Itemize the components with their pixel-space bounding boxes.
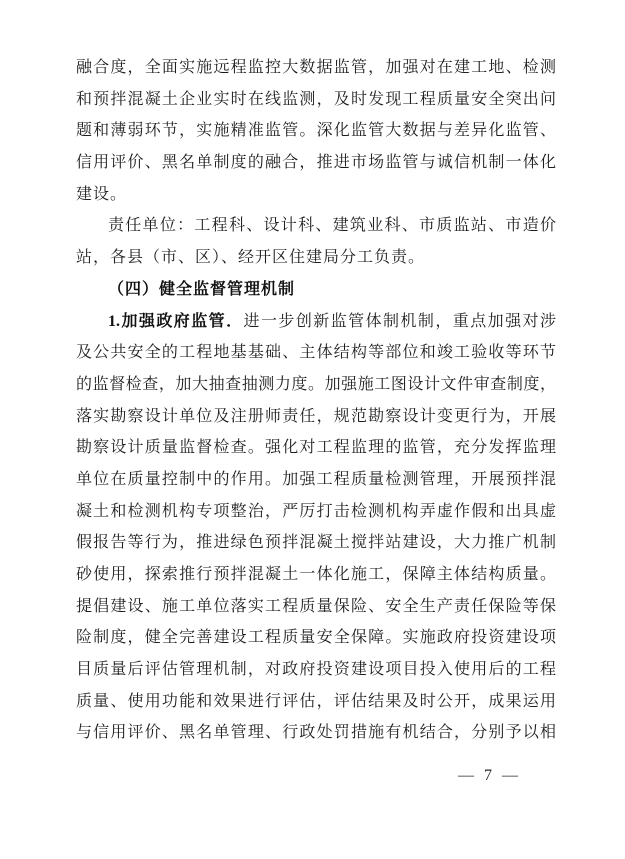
text-segment: 信用评价、黑名单制度的融合，推进市场监管与诚信机制一体化: [76, 154, 556, 172]
text-segment: 凝土和检测机构专项整治，严厉打击检测机构弄虚作假和出具虚: [76, 502, 556, 520]
text-segment: 题和薄弱环节，实施精准监管。深化监管大数据与差异化监管、: [76, 122, 556, 140]
text-segment: 险制度，健全完善建设工程质量安全保障。实施政府投资建设项: [76, 629, 556, 647]
text-line: [76, 115, 556, 147]
text-line: [76, 591, 556, 623]
text-line: [76, 717, 556, 749]
text-line: [76, 432, 556, 464]
text-segment: 单位在质量控制中的作用。加强工程质量检测管理，开展预拌混: [76, 470, 556, 488]
text-line: [76, 654, 556, 686]
text-line: [76, 622, 556, 654]
document-body: [76, 52, 556, 749]
page-number: — 7 —: [458, 767, 521, 784]
text-segment: 假报告等行为，推进绿色预拌混凝土搅拌站建设，大力推广机制: [76, 534, 556, 552]
text-segment: 的监督检查，加大抽查抽测力度。加强施工图设计文件审查制度，: [76, 375, 556, 393]
text-line: [76, 274, 556, 306]
text-segment: 融合度，全面实施远程监控大数据监管，加强对在建工地、检测: [76, 59, 556, 76]
text-line: [76, 401, 556, 433]
text-line: [76, 84, 556, 116]
text-line: [76, 496, 556, 528]
text-segment: 目质量后评估管理机制，对政府投资建设项目投入使用后的工程: [76, 661, 556, 679]
text-segment: 及公共安全的工程地基基础、主体结构等部位和竣工验收等环节: [76, 344, 556, 362]
text-segment: 进一步创新监管体制机制，重点加强对涉: [243, 312, 556, 330]
text-line: [76, 464, 556, 496]
text-line: [76, 337, 556, 369]
text-segment: 质量、使用功能和效果进行评估，评估结果及时公开，成果运用: [76, 692, 556, 710]
text-line: [76, 147, 556, 179]
text-segment: 砂使用，探索推行预拌混凝土一体化施工，保障主体结构质量。: [76, 566, 556, 583]
text-segment: 建设。: [76, 185, 128, 203]
text-segment: 和预拌混凝土企业实时在线监测，及时发现工程质量安全突出问: [76, 90, 556, 108]
text-segment: 责任单位：工程科、设计科、建筑业科、市质监站、市造价: [108, 217, 556, 235]
text-line: [76, 306, 556, 338]
text-line: [76, 527, 556, 559]
text-line: [76, 179, 556, 211]
text-segment: 提倡建设、施工单位落实工程质量保险、安全生产责任保险等保: [76, 597, 556, 615]
text-segment: 勘察设计质量监督检查。强化对工程监理的监管，充分发挥监理: [76, 439, 556, 457]
bold-text-segment: （四）健全监督管理机制: [108, 280, 296, 298]
text-segment: 站，各县（市、区）、经开区住建局分工负责。: [76, 249, 426, 267]
bold-text-segment: 1.加强政府监管．: [108, 312, 244, 330]
text-segment: 落实勘察设计单位及注册师责任，规范勘察设计变更行为，开展: [76, 407, 556, 425]
text-line: [76, 559, 556, 591]
text-line: [76, 369, 556, 401]
text-segment: 与信用评价、黑名单管理、行政处罚措施有机结合，分别予以相: [76, 724, 556, 742]
text-line: [76, 242, 556, 274]
text-line: [76, 52, 556, 84]
text-line: [76, 686, 556, 718]
text-line: [76, 210, 556, 242]
